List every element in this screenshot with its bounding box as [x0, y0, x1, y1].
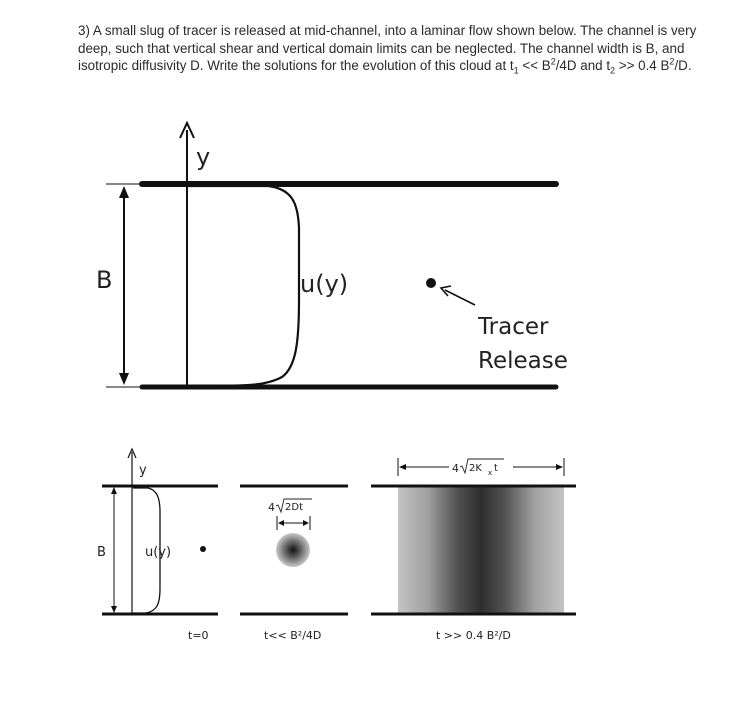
panel3-sqrt-sign [460, 459, 504, 473]
panel2-time-label: t<< B²/4D [264, 629, 322, 642]
panel1-arrow-down [111, 606, 117, 613]
panel3-size-sub: x [488, 469, 493, 477]
width-label: B [96, 266, 113, 294]
question-text [78, 22, 718, 75]
panel3-time-label: t >> 0.4 B²/D [436, 629, 511, 642]
panel3-size-radicand: 2K [469, 463, 482, 474]
panel-t0 [97, 449, 218, 642]
panel2-size-arrow-right [303, 520, 309, 526]
panel3-tracer-band [398, 487, 564, 613]
panel2-size-arrow-left [278, 520, 284, 526]
question-sup1: 2 [550, 56, 556, 67]
panel1-width-label: B [97, 545, 106, 560]
y-axis-label: y [196, 143, 211, 171]
tracer-dot [426, 278, 436, 288]
tracer-pointer-line [445, 290, 475, 305]
tracer-label-line1: Tracer [478, 314, 549, 340]
panel3-size-arrow-right [556, 464, 563, 470]
panel2-sqrt-sign [276, 499, 312, 512]
panel3-size-prefix: 4 [452, 462, 459, 475]
panel2-size-prefix: 4 [268, 501, 275, 514]
panel-short-time [240, 486, 348, 642]
velocity-label: u(y) [300, 270, 349, 298]
question-part2: << B [518, 58, 551, 74]
panel1-time-label: t=0 [188, 629, 209, 642]
question-part4: >> 0.4 B [615, 58, 670, 74]
tracer-label-line2: Release [478, 348, 568, 374]
question-sup2: 2 [669, 56, 675, 67]
panel1-tracer-dot [200, 546, 206, 552]
panel2-tracer-cloud [276, 533, 310, 567]
panel3-size-arrow-left [399, 464, 406, 470]
velocity-profile-curve [189, 186, 299, 386]
question-number: 3) [78, 23, 90, 38]
main-figure [96, 123, 568, 387]
panel2-size-radicand: 2Dt [285, 502, 303, 513]
question-part5: /D. [674, 58, 692, 74]
width-arrow-up [119, 186, 129, 198]
panel-long-time [371, 458, 576, 642]
question-sub2: 2 [610, 65, 616, 76]
panel1-arrow-up [111, 487, 117, 494]
panel1-velocity-profile [133, 488, 160, 613]
y-axis-arrowhead [180, 123, 194, 138]
panel1-y-label: y [139, 463, 147, 478]
panel1-y-arrowhead [128, 449, 136, 458]
question-part1: A small slug of tracer is released at mid-channel, into a laminar flow shown below. The channel is very deep, such that vertical shear and vertical domain limits can be neglected. The channel width is B, and isotropic diffusivity D. Write the solutions for the evolution of this cloud at t [78, 23, 697, 74]
tracer-pointer-arrowhead [441, 286, 451, 296]
question-part3: /4D and t [555, 58, 611, 74]
panel1-velocity-label: u(y) [145, 545, 172, 560]
panel3-size-suffix: t [494, 463, 498, 474]
question-sub1: 1 [513, 65, 519, 76]
width-arrow-down [119, 373, 129, 385]
